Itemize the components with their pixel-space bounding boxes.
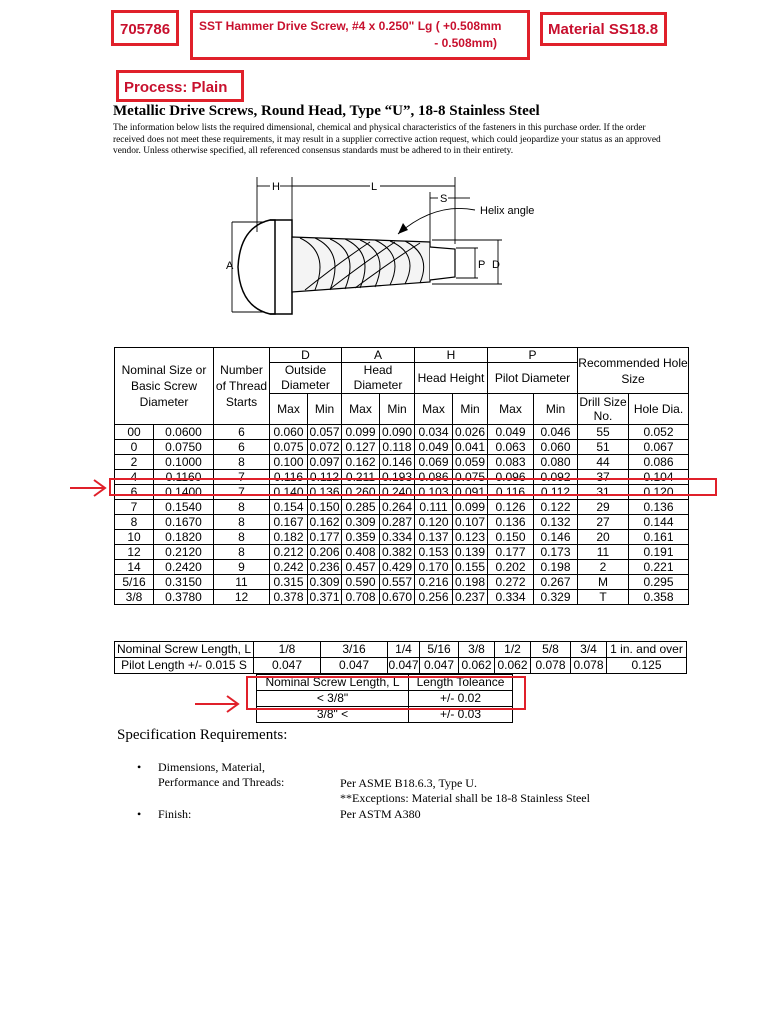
table-cell: 0.382 <box>380 545 415 560</box>
table-row <box>115 455 689 470</box>
table-row <box>115 530 689 545</box>
table-cell: 0.193 <box>380 470 415 485</box>
table-cell: 0.162 <box>309 514 340 529</box>
table-cell: 0.1400 <box>154 485 214 500</box>
table-cell: 0.092 <box>534 470 578 485</box>
table-row <box>115 575 689 590</box>
table-cell: 0.034 <box>415 425 453 440</box>
dimension-table-body <box>115 425 689 605</box>
table-cell: 0.1670 <box>154 515 214 530</box>
table-cell: 8 <box>115 515 154 530</box>
pilot-cell: 0.047 <box>420 658 459 674</box>
label-helix-angle: Helix angle <box>480 205 535 217</box>
table-cell: 0.267 <box>534 575 578 590</box>
table-cell: 0.116 <box>488 485 534 500</box>
table-cell: 0.086 <box>629 455 689 470</box>
process-box <box>116 70 244 102</box>
table-cell: 0.118 <box>380 440 415 455</box>
length-cell: 3/4 <box>571 642 607 658</box>
col-min: Min <box>534 394 578 425</box>
table-cell: 0.086 <box>415 470 453 485</box>
table-cell: 0.146 <box>380 455 415 470</box>
table-cell: 12 <box>214 590 270 605</box>
length-row <box>115 642 687 658</box>
pilot-cell: 0.062 <box>459 658 495 674</box>
highlight-row-box <box>109 478 717 496</box>
material-box <box>540 12 667 46</box>
intro-paragraph: The information below lists the required dimensional, chemical and physical characteristics of the fasteners in this purchase order. If the order received does not meet these requirements, it may result in a supplier corrective action request, which could jeopardize your status as an approved vendor. Unless otherwise specified, all referenced consensus standards must be adhered to in their entirety. <box>113 123 661 156</box>
table-cell: 0.670 <box>380 590 415 605</box>
table-row <box>115 590 689 605</box>
table-cell: 0.096 <box>488 470 534 485</box>
table-cell: 0.090 <box>380 425 415 440</box>
table-cell: 0.329 <box>534 590 578 605</box>
table-cell: 0.256 <box>415 590 453 605</box>
table-cell: 0.378 <box>270 590 308 605</box>
table-cell: 27 <box>578 515 629 530</box>
label-S: S <box>440 193 448 205</box>
table-cell: 2 <box>115 455 154 470</box>
group-H: H <box>415 348 488 363</box>
table-cell: 0.080 <box>534 455 578 470</box>
spec-item1-value1: Per ASME B18.6.3, Type U. <box>340 776 477 790</box>
table-cell: 31 <box>578 485 629 500</box>
table-cell: 0.026 <box>453 425 488 440</box>
col-max: Max <box>342 394 380 425</box>
group-P: P <box>488 348 578 363</box>
pilot-row-label: Pilot Length +/- 0.015 S <box>115 658 254 674</box>
table-cell: 8 <box>214 530 270 545</box>
table-cell: 0.260 <box>342 485 380 500</box>
table-cell: 0.334 <box>488 590 534 605</box>
col-hole-size: Recommended Hole Size <box>578 348 689 394</box>
dimension-table <box>114 347 689 605</box>
table-cell: 0.3150 <box>154 575 214 590</box>
col-min: Min <box>453 394 488 425</box>
table-cell: 8 <box>214 455 270 470</box>
table-cell: 0.161 <box>629 530 689 545</box>
table-cell: 0.154 <box>270 500 308 515</box>
length-row-label: Nominal Screw Length, L <box>115 642 254 658</box>
table-cell: 6 <box>214 425 270 440</box>
table-cell: 20 <box>578 530 629 545</box>
table-row <box>115 545 689 560</box>
pilot-cell: 0.078 <box>571 658 607 674</box>
table-cell: 3/8 <box>115 590 154 605</box>
table-cell: 0.173 <box>534 545 578 560</box>
arrow-icon <box>193 694 241 714</box>
table-cell: 0.295 <box>629 575 689 590</box>
length-cell: 5/8 <box>531 642 571 658</box>
table-cell: 2 <box>578 560 629 575</box>
table-cell: 0.191 <box>629 545 689 560</box>
label-H: H <box>272 181 280 193</box>
table-cell: 0.1160 <box>154 470 214 485</box>
table-cell: 0.211 <box>342 470 380 485</box>
table-cell: 0.052 <box>629 425 689 440</box>
table-cell: 0.170 <box>415 560 453 575</box>
label-A: A <box>226 260 234 272</box>
spec-item2-value: Per ASTM A380 <box>340 807 421 821</box>
col-nominal: Nominal Size or Basic Screw Diameter <box>115 348 214 425</box>
col-min: Min <box>308 394 342 425</box>
table-cell: 0.146 <box>534 530 578 545</box>
table-cell: 0.116 <box>270 470 308 485</box>
table-header-row <box>115 348 689 363</box>
pilot-cell: 0.078 <box>531 658 571 674</box>
table-cell: 0.309 <box>309 574 340 589</box>
table-cell: 0.060 <box>270 425 308 440</box>
pilot-cell: 0.062 <box>495 658 531 674</box>
table-cell: 0.103 <box>415 485 453 500</box>
table-cell: 0.083 <box>488 455 534 470</box>
table-cell: 0.072 <box>309 439 340 454</box>
table-cell: 0.1000 <box>154 455 214 470</box>
length-cell: 1/4 <box>388 642 420 658</box>
table-cell: 0.144 <box>629 515 689 530</box>
table-cell: 0.285 <box>342 500 380 515</box>
table-cell: 0.111 <box>415 500 453 515</box>
table-cell: 0.212 <box>270 545 308 560</box>
description-line1: SST Hammer Drive Screw, #4 x 0.250" Lg ( +0.508mm <box>199 19 502 33</box>
table-cell: 0.237 <box>453 590 488 605</box>
bullet-icon: • <box>137 760 142 774</box>
table-cell: 0.046 <box>534 425 578 440</box>
col-head-diameter: Head Diameter <box>342 363 415 394</box>
table-cell: 8 <box>214 545 270 560</box>
tol-cell: +/- 0.02 <box>409 691 513 707</box>
table-cell: 0.167 <box>270 515 308 530</box>
table-cell: 0.100 <box>270 455 308 470</box>
table-cell: 0.091 <box>453 485 488 500</box>
table-cell: 0.097 <box>309 454 340 469</box>
table-cell: 0.272 <box>488 575 534 590</box>
table-row <box>115 515 689 530</box>
table-cell: 6 <box>115 485 154 500</box>
table-cell: 11 <box>214 575 270 590</box>
table-cell: 7 <box>115 500 154 515</box>
group-A: A <box>342 348 415 363</box>
table-cell: 0.120 <box>415 515 453 530</box>
table-cell: 0.2420 <box>154 560 214 575</box>
table-cell: 0.140 <box>270 485 308 500</box>
table-cell: 4 <box>115 470 154 485</box>
table-cell: 0.264 <box>380 500 415 515</box>
table-cell: 0.177 <box>309 529 340 544</box>
table-cell: M <box>578 575 629 590</box>
spec-heading: Specification Requirements: <box>117 727 288 743</box>
table-cell: 0.429 <box>380 560 415 575</box>
group-D: D <box>270 348 342 363</box>
table-cell: 0.057 <box>309 424 340 439</box>
table-cell: 0.060 <box>534 440 578 455</box>
table-cell: 0.202 <box>488 560 534 575</box>
table-cell: 0.359 <box>342 530 380 545</box>
table-cell: 8 <box>214 515 270 530</box>
table-cell: 0.371 <box>309 589 340 604</box>
table-cell: 0.162 <box>342 455 380 470</box>
pilot-cell: 0.125 <box>607 658 687 674</box>
table-cell: 0.1540 <box>154 500 214 515</box>
pilot-cell: 0.047 <box>388 658 419 672</box>
table-cell: 0.120 <box>629 485 689 500</box>
table-cell: 0.216 <box>415 575 453 590</box>
col-pilot-diameter: Pilot Diameter <box>488 363 578 394</box>
label-D: D <box>492 259 500 271</box>
table-cell: 0.150 <box>488 530 534 545</box>
table-cell: 8 <box>214 500 270 515</box>
table-cell: 0.198 <box>453 575 488 590</box>
document-title: Metallic Drive Screws, Round Head, Type “U”, 18-8 Stainless Steel <box>113 103 540 119</box>
table-cell: 0.240 <box>380 485 415 500</box>
table-cell: 0.206 <box>309 544 340 559</box>
arrow-icon <box>68 478 108 498</box>
table-cell: 0.069 <box>415 455 453 470</box>
table-row <box>115 560 689 575</box>
label-P: P <box>478 259 486 271</box>
description-line2: - 0.508mm) <box>434 36 497 50</box>
table-cell: 0.557 <box>380 575 415 590</box>
highlight-tolerance-box <box>246 676 526 710</box>
tol-cell: +/- 0.03 <box>409 707 513 723</box>
table-cell: 0.137 <box>415 530 453 545</box>
table-cell: 0.099 <box>453 500 488 515</box>
length-cell: 1 in. and over <box>607 642 687 658</box>
table-cell: 0.155 <box>453 560 488 575</box>
length-cell: 3/16 <box>321 642 388 658</box>
part-number: 705786 <box>120 21 171 38</box>
table-cell: 44 <box>578 455 629 470</box>
table-cell: 0.063 <box>488 440 534 455</box>
col-min: Min <box>380 394 415 425</box>
table-cell: 12 <box>115 545 154 560</box>
spec-item1-value2: **Exceptions: Material shall be 18-8 Stainless Steel <box>340 791 590 805</box>
table-cell: 0.107 <box>453 515 488 530</box>
table-cell: 0.150 <box>309 499 340 514</box>
table-cell: 0.122 <box>534 500 578 515</box>
table-cell: 7 <box>214 485 270 500</box>
col-max: Max <box>270 394 308 425</box>
table-cell: 0.242 <box>270 560 308 575</box>
length-cell: 3/8 <box>459 642 495 658</box>
table-cell: 0.153 <box>415 545 453 560</box>
screw-diagram <box>220 172 560 332</box>
pilot-length-row <box>115 658 687 674</box>
col-drill-size: Drill Size No. <box>579 395 627 423</box>
length-table <box>114 641 687 674</box>
bullet-icon: • <box>137 807 142 821</box>
table-cell: 0.075 <box>270 440 308 455</box>
table-cell: 11 <box>578 545 629 560</box>
table-cell: 0.126 <box>488 500 534 515</box>
description-box <box>190 10 530 60</box>
table-cell: 0.177 <box>488 545 534 560</box>
table-cell: 0.408 <box>342 545 380 560</box>
table-cell: 0.309 <box>342 515 380 530</box>
table-cell: 0.236 <box>309 559 340 574</box>
table-cell: 0.067 <box>629 440 689 455</box>
table-cell: 0.049 <box>415 440 453 455</box>
col-head-height: Head Height <box>415 363 488 394</box>
length-cell: 1/8 <box>254 642 321 658</box>
table-row <box>115 440 689 455</box>
table-cell: 0.136 <box>629 500 689 515</box>
table-cell: 0.136 <box>309 484 340 499</box>
tol-cell: 3/8" < <box>257 707 409 723</box>
table-cell: 00 <box>115 425 154 440</box>
table-cell: 51 <box>578 440 629 455</box>
material-label: Material SS18.8 <box>548 21 659 38</box>
length-cell: 1/2 <box>495 642 531 658</box>
table-cell: 10 <box>115 530 154 545</box>
pilot-cell: 0.047 <box>254 658 321 674</box>
table-cell: 0.104 <box>629 470 689 485</box>
table-row <box>115 425 689 440</box>
table-cell: 0.287 <box>380 515 415 530</box>
table-cell: 0.0750 <box>154 440 214 455</box>
table-row <box>115 500 689 515</box>
table-cell: 0.139 <box>453 545 488 560</box>
table-cell: 0.0600 <box>154 425 214 440</box>
table-cell: 0.708 <box>342 590 380 605</box>
label-L: L <box>371 181 378 193</box>
tol-cell: < 3/8" <box>257 691 409 707</box>
table-cell: 0.059 <box>453 455 488 470</box>
table-cell: 55 <box>578 425 629 440</box>
table-cell: 29 <box>578 500 629 515</box>
process-label: Process: Plain <box>124 79 228 96</box>
col-starts: Number of Thread Starts <box>214 348 270 425</box>
col-max: Max <box>415 394 453 425</box>
pilot-cell: 0.047 <box>321 658 388 674</box>
table-cell: 0.136 <box>488 515 534 530</box>
table-cell: 0 <box>115 440 154 455</box>
col-hole-dia: Hole Dia. <box>629 394 689 425</box>
table-cell: 5/16 <box>115 575 154 590</box>
table-cell: 0.358 <box>629 590 689 605</box>
screw-pilot <box>430 247 455 280</box>
spec-item1-label: Dimensions, Material, Performance and Threads: <box>158 760 285 789</box>
table-cell: 0.049 <box>488 425 534 440</box>
col-outside-diameter: Outside Diameter <box>270 363 342 394</box>
table-cell: 0.127 <box>342 440 380 455</box>
table-cell: 0.457 <box>342 560 380 575</box>
col-max: Max <box>488 394 534 425</box>
table-cell: T <box>578 590 629 605</box>
table-cell: 9 <box>214 560 270 575</box>
table-cell: 0.1820 <box>154 530 214 545</box>
table-cell: 0.2120 <box>154 545 214 560</box>
table-cell: 0.221 <box>629 560 689 575</box>
table-cell: 7 <box>214 470 270 485</box>
table-cell: 0.123 <box>453 530 488 545</box>
length-cell: 5/16 <box>420 642 459 658</box>
table-cell: 0.590 <box>342 575 380 590</box>
table-cell: 0.182 <box>270 530 308 545</box>
table-cell: 0.112 <box>308 470 342 485</box>
table-cell: 0.132 <box>534 515 578 530</box>
part-number-box <box>111 10 179 46</box>
screw-head <box>238 220 275 314</box>
table-cell: 0.041 <box>453 440 488 455</box>
table-cell: 0.099 <box>342 425 380 440</box>
table-cell: 14 <box>115 560 154 575</box>
table-cell: 0.112 <box>534 485 578 500</box>
table-cell: 0.198 <box>534 560 578 575</box>
table-cell: 0.075 <box>453 470 488 485</box>
table-cell: 0.3780 <box>154 590 214 605</box>
table-cell: 6 <box>214 440 270 455</box>
table-cell: 37 <box>578 470 629 485</box>
table-cell: 0.334 <box>380 530 415 545</box>
tol-col-tolerance: Length Toleance <box>409 675 513 691</box>
table-cell: 0.315 <box>270 575 308 590</box>
spec-item2-label: Finish: <box>158 807 192 821</box>
tol-col-length: Nominal Screw Length, L <box>257 675 409 691</box>
